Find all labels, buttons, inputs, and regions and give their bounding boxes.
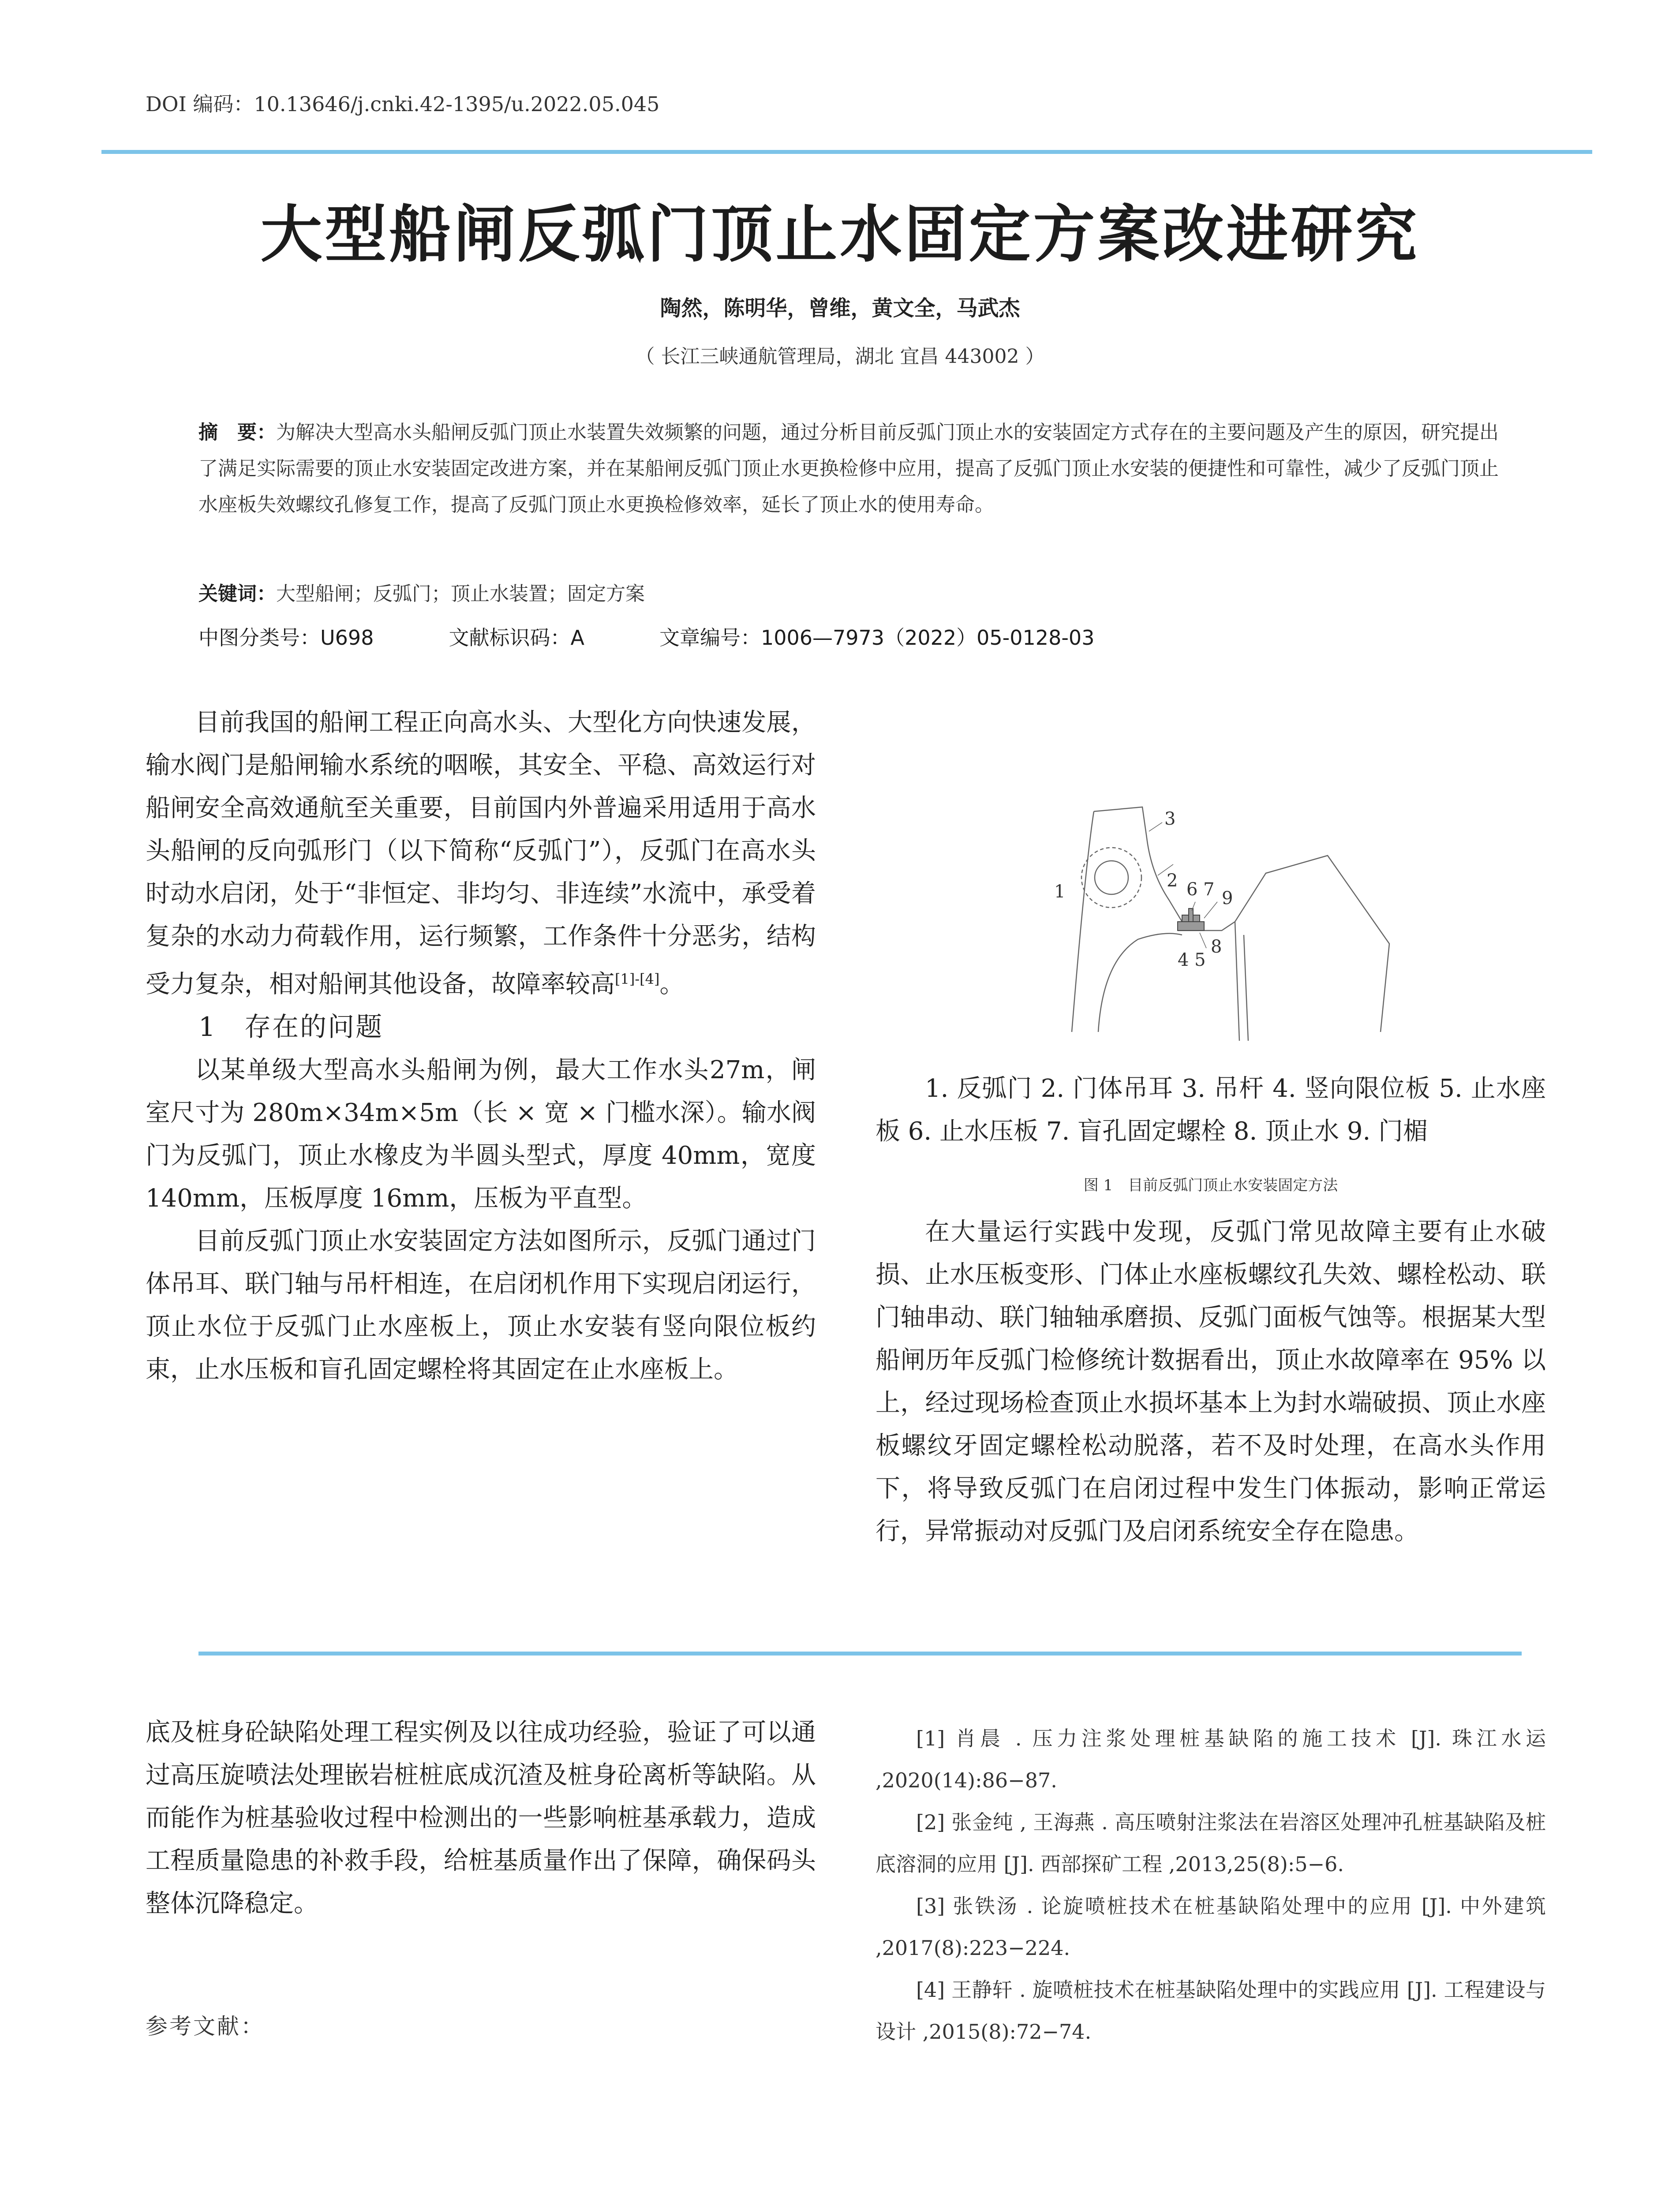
label-6-7: 6 7 bbox=[1186, 879, 1215, 900]
clc-number: 中图分类号：U698 bbox=[198, 626, 374, 650]
intro-paragraph: 目前我国的船闸工程正向高水头、大型化方向快速发展，输水阀门是船闸输水系统的咽喉，其安全、平稳、高效运行对船闸安全高效通航至关重要，目前国内外普遍采用适用于高水头船闸的反向弧形门（以下简称“反弧门”），反弧门在高水头时动水启闭，处于“非恒定、非均匀、非连续”水流中，承受着复杂的水动力荷载作用，运行频繁，工作条件十分恶劣，结构受力复杂，相对船闸其他设备，故障率较高[1]-[4]。 bbox=[146, 708, 816, 999]
classification-line bbox=[198, 622, 1169, 651]
figure-legend: 1. 反弧门 2. 门体吊耳 3. 吊杆 4. 竖向限位板 5. 止水座板 6. 止水压板 7. 盲孔固定螺栓 8. 顶止水 9. 门楣 bbox=[876, 1074, 1546, 1146]
affiliation: （ 长江三峡通航管理局，湖北 宜昌 443002 ） bbox=[635, 345, 1045, 368]
gate-curve bbox=[1098, 934, 1182, 1032]
header-divider bbox=[101, 150, 1592, 154]
label-3: 3 bbox=[1164, 809, 1176, 829]
paragraph-install-method: 目前反弧门顶止水安装固定方法如图所示，反弧门通过门体吊耳、联门轴与吊杆相连，在启闭机作用下实现启闭运行，顶止水位于反弧门止水座板上，顶止水安装有竖向限位板约束，止水压板和盲孔固定螺栓将其固定在止水座板上。 bbox=[146, 1226, 816, 1384]
left-column bbox=[146, 701, 816, 1391]
authors: 陶然，陈明华，曾维，黄文全，马武杰 bbox=[660, 296, 1020, 321]
reference-item: [2] 张金纯 , 王海燕 . 高压喷射注浆法在岩溶区处理冲孔桩基缺陷及桩底溶洞的应用 [J]. 西部探矿工程 ,2013,25(8):5−6. bbox=[876, 1810, 1546, 1876]
label-9: 9 bbox=[1222, 888, 1233, 908]
figure-title: 图 1 目前反弧门顶止水安装固定方法 bbox=[1083, 1177, 1338, 1194]
document-code: 文献标识码：A bbox=[449, 626, 584, 650]
right-column-continuation bbox=[876, 701, 1546, 789]
reference-list bbox=[876, 1718, 1546, 2053]
gate-leaf-outline bbox=[1072, 811, 1094, 1032]
keywords bbox=[198, 578, 1500, 606]
abstract-label: 摘 要： bbox=[198, 421, 276, 444]
right-column-lower bbox=[876, 1211, 1546, 1553]
lifting-lug-hole bbox=[1095, 861, 1128, 894]
article-number: 文章编号：1006—7973（2022）05-0128-03 bbox=[659, 626, 1095, 650]
keywords-text: 大型船闸；反弧门；顶止水装置；固定方案 bbox=[276, 583, 645, 605]
lintel-edge bbox=[1235, 922, 1239, 1041]
label-4-5: 4 5 bbox=[1178, 950, 1206, 970]
section-divider bbox=[198, 1652, 1522, 1656]
keywords-label: 关键词： bbox=[198, 583, 276, 605]
article-title: 大型船闸反弧门顶止水固定方案改进研究 bbox=[260, 199, 1420, 271]
lintel-edge-inner bbox=[1244, 935, 1248, 1041]
figure-diagram bbox=[1036, 803, 1411, 1050]
seal-base-plate bbox=[1178, 922, 1204, 931]
reference-item: [4] 王静轩 . 旋喷桩技术在桩基缺陷处理中的实践应用 [J]. 工程建设与设计 ,2015(8):72−74. bbox=[876, 1978, 1546, 2044]
citation: [1]-[4] bbox=[615, 971, 660, 987]
reference-item: [1] 肖晨 . 压力注浆处理桩基缺陷的施工技术 [J]. 珠江水运 ,2020(14):86−87. bbox=[876, 1727, 1546, 1792]
paragraph-lock-example: 以某单级大型高水头船闸为例，最大工作水头27m，闸室尺寸为 280m×34m×5m（长 × 宽 × 门槛水深）。输水阀门为反弧门，顶止水橡皮为半圆头型式，厚度 40mm，宽度 140mm，压板厚度 16mm，压板为平直型。 bbox=[146, 1055, 816, 1213]
paragraph-failures: 在大量运行实践中发现，反弧门常见故障主要有止水破损、止水压板变形、门体止水座板螺纹孔失效、螺栓松动、联门轴串动、联门轴轴承磨损、反弧门面板气蚀等。根据某大型船闸历年反弧门检修统计数据看出，顶止水故障率在 95% 以上，经过现场检查顶止水损坏基本上为封水端破损、顶止水座板螺纹牙固定螺栓松动脱落，若不及时处理，在高水头作用下，将导致反弧门在启闭过程中发生门体振动，影响正常运行，异常振动对反弧门及启闭系统安全存在隐患。 bbox=[876, 1218, 1546, 1546]
label-2: 2 bbox=[1167, 871, 1178, 891]
label-8: 8 bbox=[1211, 937, 1222, 957]
lifting-lug-outline bbox=[1081, 848, 1141, 908]
label-1: 1 bbox=[1054, 882, 1066, 902]
section-heading: 1 存在的问题 bbox=[198, 1011, 384, 1043]
abstract-text: 为解决大型高水头船闸反弧门顶止水装置失效频繁的问题，通过分析目前反弧门顶止水的安装固定方式存在的主要问题及产生的原因，研究提出了满足实际需要的顶止水安装固定改进方案，并在某船闸反弧门顶止水更换检修中应用，提高了反弧门顶止水安装的便捷性和可靠性，减少了反弧门顶止水座板失效螺纹孔修复工作，提高了反弧门顶止水更换检修效率，延长了顶止水的使用寿命。 bbox=[198, 421, 1499, 516]
reference-item: [3] 张铁汤 . 论旋喷桩技术在桩基缺陷处理中的应用 [J]. 中外建筑 ,2017(8):223−224. bbox=[876, 1894, 1546, 1960]
abstract bbox=[198, 415, 1500, 523]
previous-article-text: 底及桩身砼缺陷处理工程实例及以往成功经验，验证了可以通过高压旋喷法处理嵌岩桩桩底成沉渣及桩身砼离析等缺陷。从而能作为桩基验收过程中检测出的一些影响桩基承载力，造成工程质量隐患的补救手段，给桩基质量作出了保障，确保码头整体沉降稳定。 bbox=[146, 1718, 816, 1918]
doi-line: DOI 编码：10.13646/j.cnki.42-1395/u.2022.05.045 bbox=[146, 92, 660, 116]
references-heading: 参考文献： bbox=[146, 2014, 265, 2039]
blind-hole-bolt bbox=[1189, 908, 1193, 922]
